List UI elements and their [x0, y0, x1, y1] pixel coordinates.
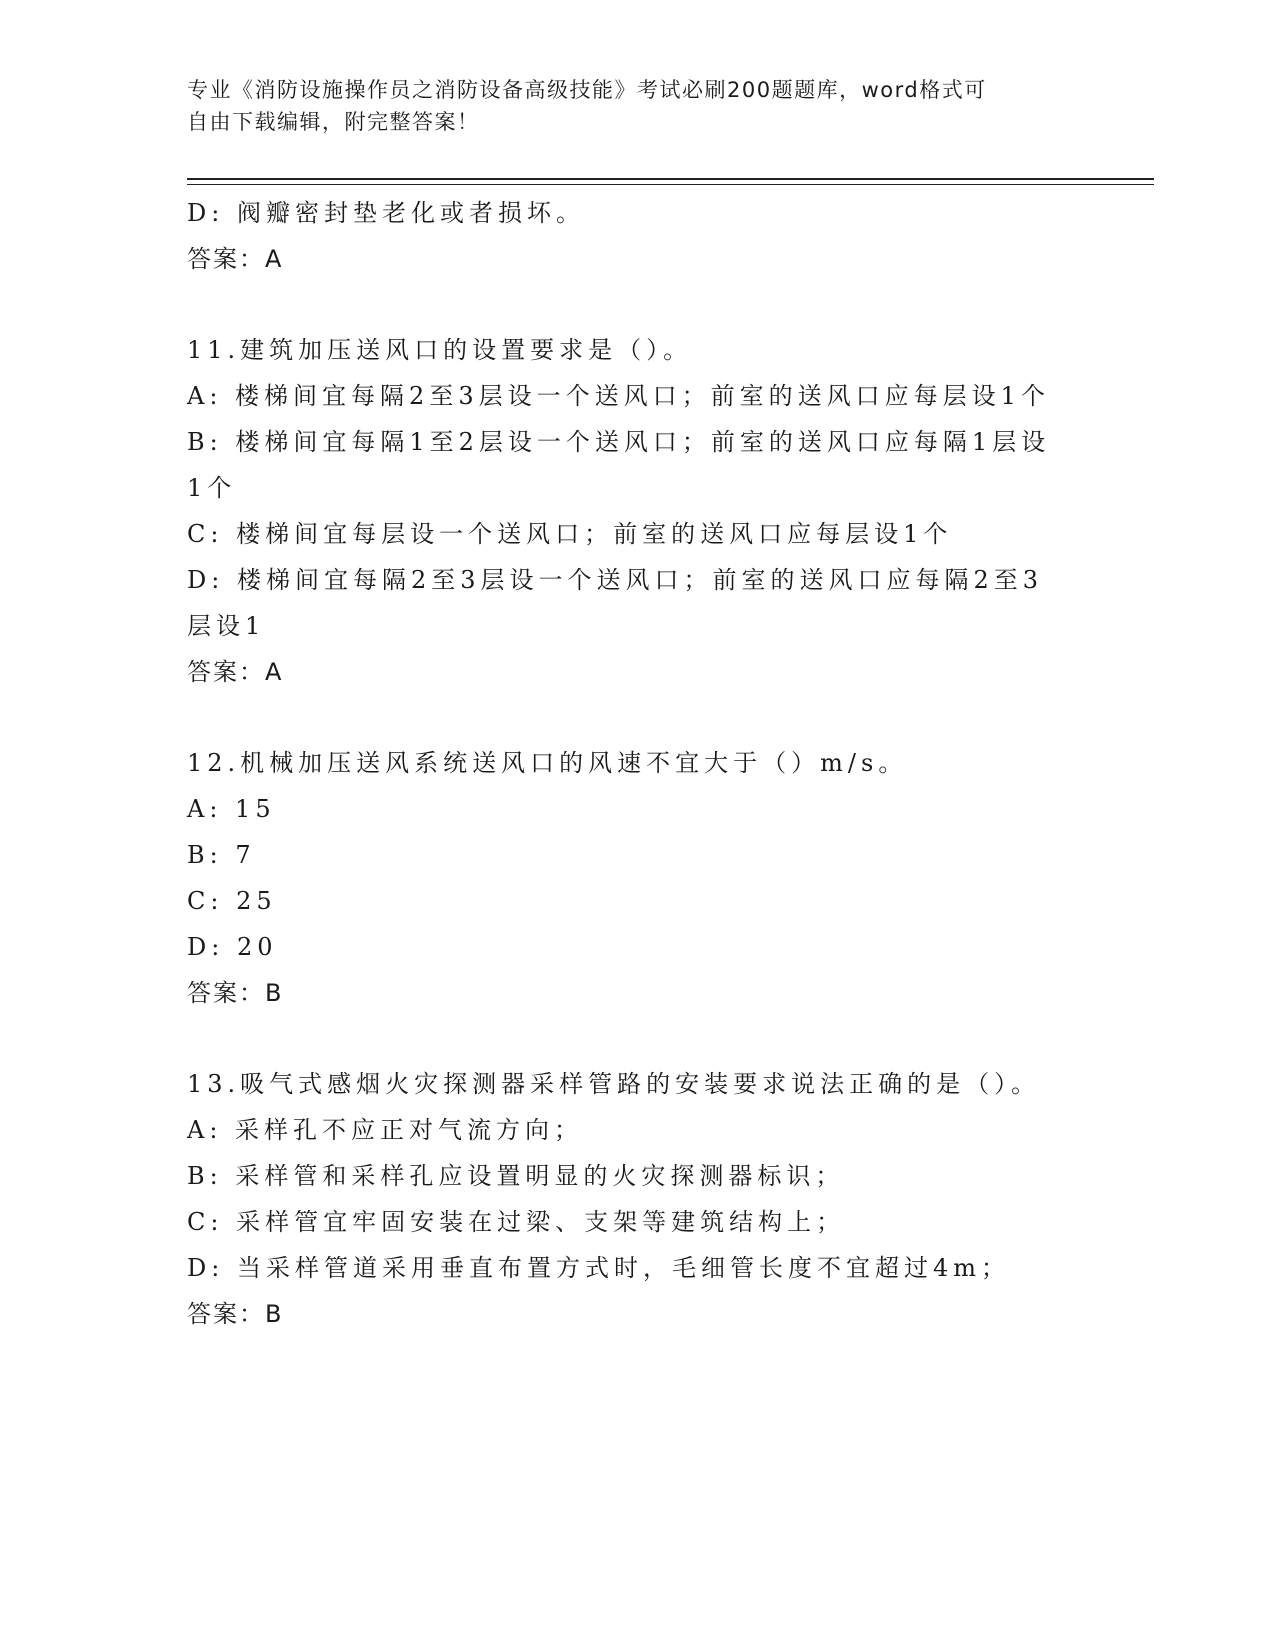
option-a: A: 采样孔不应正对气流方向； [187, 1116, 584, 1144]
header-divider-thick [187, 178, 1154, 180]
question-stem: 11.建筑加压送风口的设置要求是（）。 [187, 336, 693, 364]
option-b-continued: 1个 [187, 474, 237, 502]
option-d-continued: 层设1 [187, 612, 266, 640]
question-11 [187, 327, 1107, 695]
option-d: D: 楼梯间宜每隔2至3层设一个送风口；前室的送风口应每隔2至3 [187, 566, 1044, 594]
document-header [187, 74, 1087, 138]
option-d: D: 20 [187, 933, 278, 961]
question-stem: 13.吸气式感烟火灾探测器采样管路的安装要求说法正确的是（）。 [187, 1070, 1041, 1098]
spacer [187, 282, 1107, 327]
question-content [187, 190, 1107, 1337]
question-13 [187, 1061, 1107, 1337]
question-10-option-d: D: 阀瓣密封垫老化或者损坏。 [187, 199, 585, 227]
spacer [187, 1016, 1107, 1061]
question-12 [187, 740, 1107, 1016]
option-d: D: 当采样管道采用垂直布置方式时，毛细管长度不宜超过4m； [187, 1254, 1010, 1282]
option-a: A: 楼梯间宜每隔2至3层设一个送风口；前室的送风口应每层设1个 [187, 382, 1050, 410]
answer: 答案：A [187, 658, 284, 686]
option-c: C: 采样管宜牢固安装在过梁、支架等建筑结构上； [187, 1208, 846, 1236]
option-b: B: 采样管和采样孔应设置明显的火灾探测器标识； [187, 1162, 845, 1190]
answer: 答案：B [187, 1300, 284, 1328]
spacer [187, 695, 1107, 740]
option-c: C: 25 [187, 887, 277, 915]
header-divider-thin [187, 184, 1154, 185]
option-b: B: 7 [187, 841, 256, 869]
header-line-1: 专业《消防设施操作员之消防设备高级技能》考试必刷200题题库，word格式可 [187, 78, 987, 102]
option-c: C: 楼梯间宜每层设一个送风口；前室的送风口应每层设1个 [187, 520, 953, 548]
answer: 答案：B [187, 979, 284, 1007]
question-10-answer: 答案：A [187, 245, 284, 273]
header-line-2: 自由下载编辑，附完整答案！ [187, 110, 480, 134]
option-b: B: 楼梯间宜每隔1至2层设一个送风口；前室的送风口应每隔1层设 [187, 428, 1051, 456]
question-stem: 12.机械加压送风系统送风口的风速不宜大于（）m/s。 [187, 749, 908, 777]
option-a: A: 15 [187, 795, 276, 823]
